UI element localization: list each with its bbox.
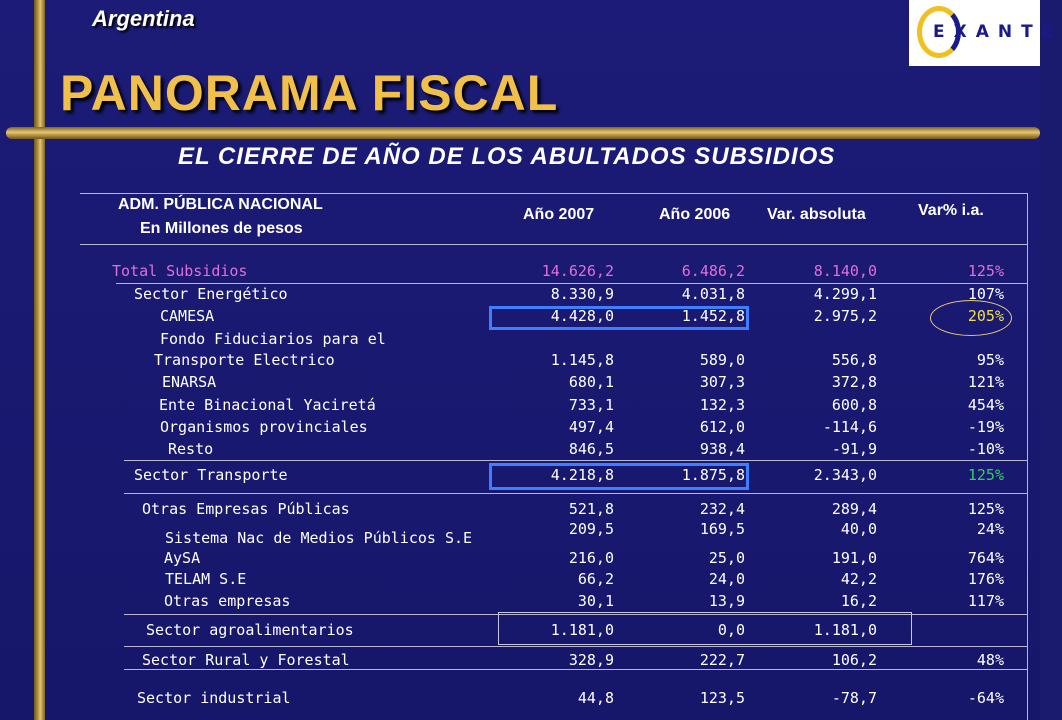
- cell-var-pct: 48%: [976, 651, 1004, 669]
- cell-2006: 1.452,8: [681, 307, 745, 325]
- table-row-label: [0, 529, 1040, 549]
- cell-2006: 612,0: [699, 418, 745, 436]
- row-label: Sector agroalimentarios: [146, 621, 354, 639]
- table-row: [0, 592, 1040, 612]
- table-row: [0, 500, 1040, 520]
- table-top-rule: [80, 193, 1028, 194]
- row-label: TELAM S.E: [165, 570, 247, 588]
- cell-var-abs: 191,0: [831, 549, 877, 567]
- cell-var-pct: 764%: [967, 549, 1004, 567]
- cell-2006: 222,7: [699, 651, 745, 669]
- cell-2006: 1.875,8: [681, 466, 745, 484]
- table-row: [0, 549, 1040, 569]
- row-label: CAMESA: [160, 307, 215, 325]
- cell-var-abs: 556,8: [831, 351, 877, 369]
- cell-var-pct: 125%: [967, 500, 1004, 518]
- cell-var-abs: 600,8: [831, 396, 877, 414]
- cell-var-pct: 107%: [967, 285, 1004, 303]
- separator-agro: [124, 646, 1028, 647]
- table-header-rule: [80, 244, 1028, 245]
- table-row: [0, 396, 1040, 416]
- row-label: Ente Binacional Yaciretá: [159, 396, 376, 414]
- table-row: [0, 440, 1040, 460]
- cell-2006: 938,4: [699, 440, 745, 458]
- row-label: Otras Empresas Públicas: [142, 500, 350, 518]
- table-row: [0, 330, 1040, 350]
- row-label: Transporte Electrico: [154, 351, 335, 369]
- cell-2007: 680,1: [568, 373, 614, 391]
- cell-var-abs: 8.140,0: [813, 262, 877, 280]
- cell-var-pct: 125%: [967, 466, 1004, 484]
- cell-2007: 497,4: [568, 418, 614, 436]
- cell-2007: 521,8: [568, 500, 614, 518]
- gold-horizontal-bar: [6, 127, 1040, 139]
- separator-transport: [124, 493, 1028, 494]
- cell-2007: 1.181,0: [550, 621, 614, 639]
- cell-var-pct: 121%: [967, 373, 1004, 391]
- row-label: Fondo Fiduciarios para el: [160, 330, 386, 348]
- cell-2007: 216,0: [568, 549, 614, 567]
- table-row: [0, 285, 1040, 305]
- cell-var-abs: -114,6: [822, 418, 877, 436]
- cell-2007: 44,8: [577, 689, 614, 707]
- separator-energy: [124, 460, 1028, 461]
- row-label: Otras empresas: [164, 592, 291, 610]
- cell-2006: 232,4: [699, 500, 745, 518]
- cell-var-abs: 2.343,0: [813, 466, 877, 484]
- cell-2006: 307,3: [699, 373, 745, 391]
- row-label: Sector Rural y Forestal: [142, 651, 350, 669]
- cell-2006: 123,5: [699, 689, 745, 707]
- cell-var-pct: 24%: [976, 520, 1004, 538]
- row-label: Sector Energético: [134, 285, 288, 303]
- cell-var-abs: 106,2: [831, 651, 877, 669]
- table-row: [0, 621, 1040, 641]
- header-label-line2: En Millones de pesos: [140, 220, 303, 237]
- cell-2006: 169,5: [699, 520, 745, 538]
- page-subtitle: EL CIERRE DE AÑO DE LOS ABULTADOS SUBSIDIOS: [178, 143, 836, 170]
- cell-var-abs: 289,4: [831, 500, 877, 518]
- cell-2007: 1.145,8: [550, 351, 614, 369]
- row-label: Sistema Nac de Medios Públicos S.E: [165, 529, 473, 547]
- logo-text: EXANTE: [933, 22, 1062, 42]
- header-col-2007: Año 2007: [523, 206, 595, 223]
- cell-2007: 4.218,8: [550, 466, 614, 484]
- cell-var-pct: 95%: [976, 351, 1004, 369]
- row-label: Total Subsidios: [112, 262, 248, 280]
- exante-logo: [909, 0, 1062, 66]
- cell-2006: 6.486,2: [681, 262, 745, 280]
- header-col-2006: Año 2006: [659, 206, 731, 223]
- row-label: AySA: [164, 549, 201, 567]
- cell-var-pct: 205%: [967, 307, 1004, 325]
- cell-var-abs: 372,8: [831, 373, 877, 391]
- cell-2007: 846,5: [568, 440, 614, 458]
- cell-var-abs: -78,7: [831, 689, 877, 707]
- cell-2007: 66,2: [577, 570, 614, 588]
- cell-2006: 132,3: [699, 396, 745, 414]
- table-row: [0, 351, 1040, 371]
- cell-var-abs: 4.299,1: [813, 285, 877, 303]
- separator-total: [116, 283, 1028, 284]
- cell-var-pct: 125%: [967, 262, 1004, 280]
- country-label: Argentina: [92, 6, 195, 31]
- cell-var-abs: -91,9: [831, 440, 877, 458]
- table-row-total: [0, 262, 1040, 282]
- cell-2007: 733,1: [568, 396, 614, 414]
- table-row: [0, 418, 1040, 438]
- table-row: [0, 651, 1040, 671]
- cell-2006: 13,9: [708, 592, 745, 610]
- row-label: ENARSA: [162, 373, 217, 391]
- cell-2007: 14.626,2: [541, 262, 614, 280]
- table-row: [0, 570, 1040, 590]
- table-row: [0, 466, 1040, 486]
- cell-2006: 589,0: [699, 351, 745, 369]
- cell-2007: 8.330,9: [550, 285, 614, 303]
- row-label: Sector Transporte: [134, 466, 288, 484]
- cell-2006: 25,0: [708, 549, 745, 567]
- cell-var-abs: 16,2: [840, 592, 877, 610]
- cell-var-pct: 117%: [967, 592, 1004, 610]
- cell-var-pct: -64%: [967, 689, 1004, 707]
- row-label: Organismos provinciales: [160, 418, 368, 436]
- table-row: [0, 307, 1040, 327]
- table-row: [0, 689, 1040, 709]
- cell-2007: 328,9: [568, 651, 614, 669]
- page-title: PANORAMA FISCAL: [60, 65, 559, 121]
- cell-var-abs: 2.975,2: [813, 307, 877, 325]
- header-col-var-pct: Var% i.a.: [918, 202, 984, 219]
- cell-var-abs: 40,0: [840, 520, 877, 538]
- cell-var-abs: 1.181,0: [813, 621, 877, 639]
- cell-2006: 4.031,8: [681, 285, 745, 303]
- cell-var-pct: -19%: [967, 418, 1004, 436]
- cell-2006: 24,0: [708, 570, 745, 588]
- cell-var-pct: 176%: [967, 570, 1004, 588]
- row-label: Sector industrial: [137, 689, 291, 707]
- cell-2007: 209,5: [568, 520, 614, 538]
- cell-var-abs: 42,2: [840, 570, 877, 588]
- header-col-var-abs: Var. absoluta: [767, 206, 866, 223]
- cell-2007: 30,1: [577, 592, 614, 610]
- header-label-line1: ADM. PÚBLICA NACIONAL: [118, 196, 323, 213]
- cell-var-pct: -10%: [967, 440, 1004, 458]
- cell-2007: 4.428,0: [550, 307, 614, 325]
- cell-var-pct: 454%: [967, 396, 1004, 414]
- cell-2006: 0,0: [717, 621, 745, 639]
- table-row: [0, 373, 1040, 393]
- row-label: Resto: [168, 440, 214, 458]
